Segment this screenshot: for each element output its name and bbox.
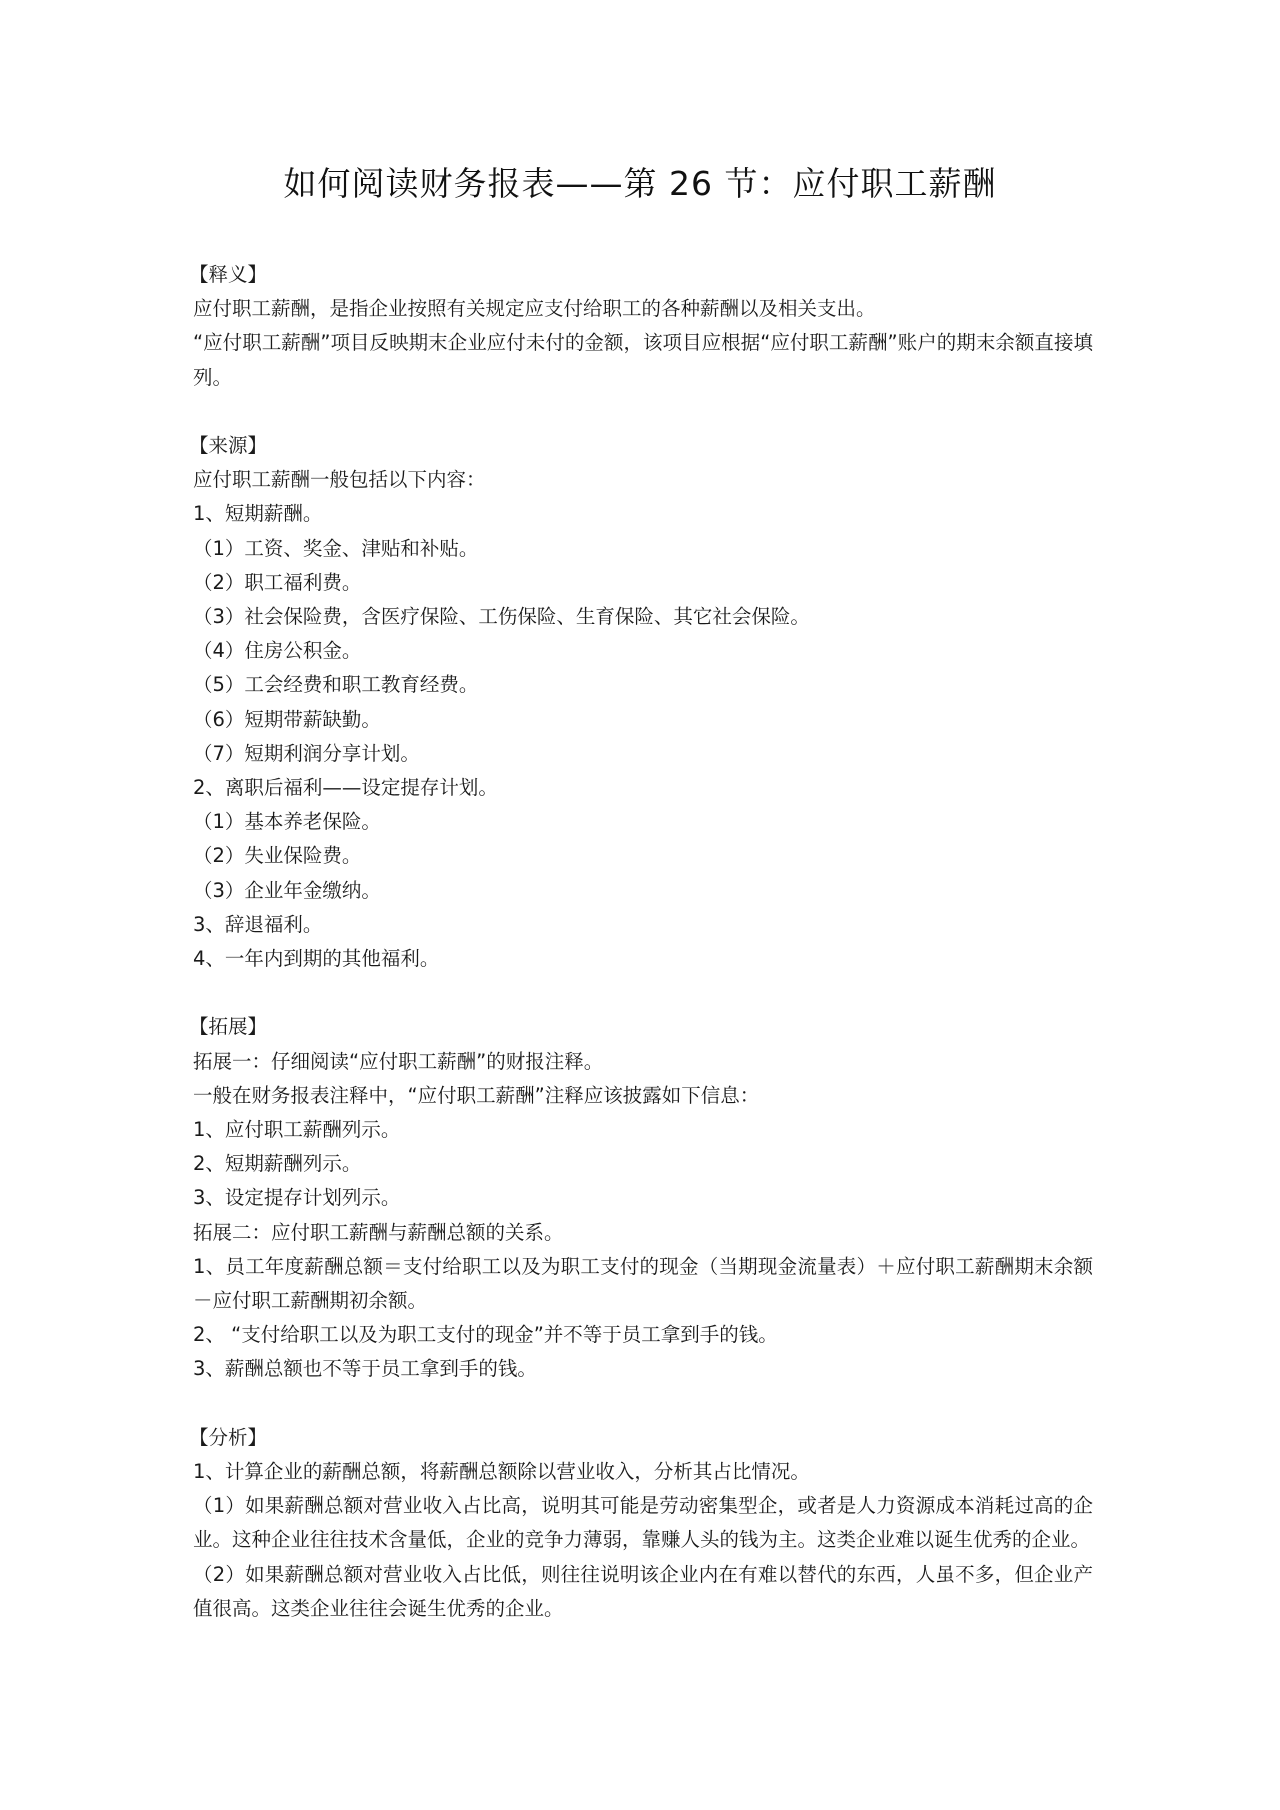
section-definition	[189, 258, 1093, 395]
list-item: （1）基本养老保险。	[193, 810, 381, 834]
list-item: （7）短期利润分享计划。	[193, 741, 420, 765]
list-item: 1、员工年度薪酬总额＝支付给职工以及为职工支付的现金（当期现金流量表）＋应付职工薪酬期末余额－应付职工薪酬期初余额。	[193, 1254, 1093, 1313]
list-item: 3、辞退福利。	[193, 912, 323, 936]
list-item: 3、设定提存计划列示。	[193, 1186, 401, 1210]
paragraph: （1）如果薪酬总额对营业收入占比高，说明其可能是劳动密集型企，或者是人力资源成本消耗过高的企业。这种企业往往技术含量低，企业的竞争力薄弱，靠赚人头的钱为主。这类企业难以诞生优秀的企业。	[193, 1494, 1093, 1552]
section-heading: 【拓展】	[189, 1015, 268, 1039]
list-item: 1、计算企业的薪酬总额，将薪酬总额除以营业收入，分析其占比情况。	[193, 1460, 810, 1484]
paragraph: 拓展二：应付职工薪酬与薪酬总额的关系。	[193, 1220, 564, 1244]
section-source	[189, 429, 1093, 976]
list-item: 2、 “支付给职工以及为职工支付的现金”并不等于员工拿到手的钱。	[193, 1323, 778, 1347]
document-body	[189, 258, 1093, 1626]
paragraph: 应付职工薪酬，是指企业按照有关规定应支付给职工的各种薪酬以及相关支出。	[193, 297, 876, 321]
list-item: 3、薪酬总额也不等于员工拿到手的钱。	[193, 1357, 537, 1381]
section-gap	[193, 1387, 1093, 1421]
list-item: 2、离职后福利——设定提存计划。	[193, 776, 498, 800]
paragraph: 一般在财务报表注释中，“应付职工薪酬”注释应该披露如下信息：	[193, 1083, 760, 1107]
section-heading: 【来源】	[189, 434, 268, 457]
section-heading: 【分析】	[189, 1425, 268, 1449]
paragraph: 拓展一：仔细阅读“应付职工薪酬”的财报注释。	[193, 1049, 604, 1073]
list-item: （5）工会经费和职工教育经费。	[193, 673, 479, 697]
list-item: （3）社会保险费，含医疗保险、工伤保险、生育保险、其它社会保险。	[193, 605, 810, 629]
list-item: （3）企业年金缴纳。	[193, 878, 381, 902]
page-title: 如何阅读财务报表——第 26 节：应付职工薪酬	[283, 164, 997, 203]
list-item: （4）住房公积金。	[193, 639, 362, 663]
list-item: （1）工资、奖金、津贴和补贴。	[193, 536, 479, 560]
section-extension	[189, 1010, 1093, 1386]
list-item: （2）职工福利费。	[193, 570, 362, 594]
list-item: 2、短期薪酬列示。	[193, 1152, 362, 1176]
list-item: 1、应付职工薪酬列示。	[193, 1118, 401, 1142]
list-item: 1、短期薪酬。	[193, 502, 323, 526]
section-gap	[193, 395, 1093, 429]
section-heading: 【释义】	[189, 263, 268, 286]
section-analysis	[189, 1421, 1093, 1626]
list-item: （6）短期带薪缺勤。	[193, 707, 381, 731]
paragraph: 应付职工薪酬一般包括以下内容：	[193, 468, 486, 492]
list-item: （2）失业保险费。	[193, 844, 362, 868]
paragraph: “应付职工薪酬”项目反映期末企业应付未付的金额，该项目应根据“应付职工薪酬”账户的期末余额直接填列。	[193, 331, 1093, 389]
section-gap	[193, 976, 1093, 1010]
list-item: 4、一年内到期的其他福利。	[193, 947, 440, 971]
paragraph: （2）如果薪酬总额对营业收入占比低，则往往说明该企业内在有难以替代的东西，人虽不多，但企业产值很高。这类企业往往会诞生优秀的企业。	[193, 1562, 1093, 1620]
